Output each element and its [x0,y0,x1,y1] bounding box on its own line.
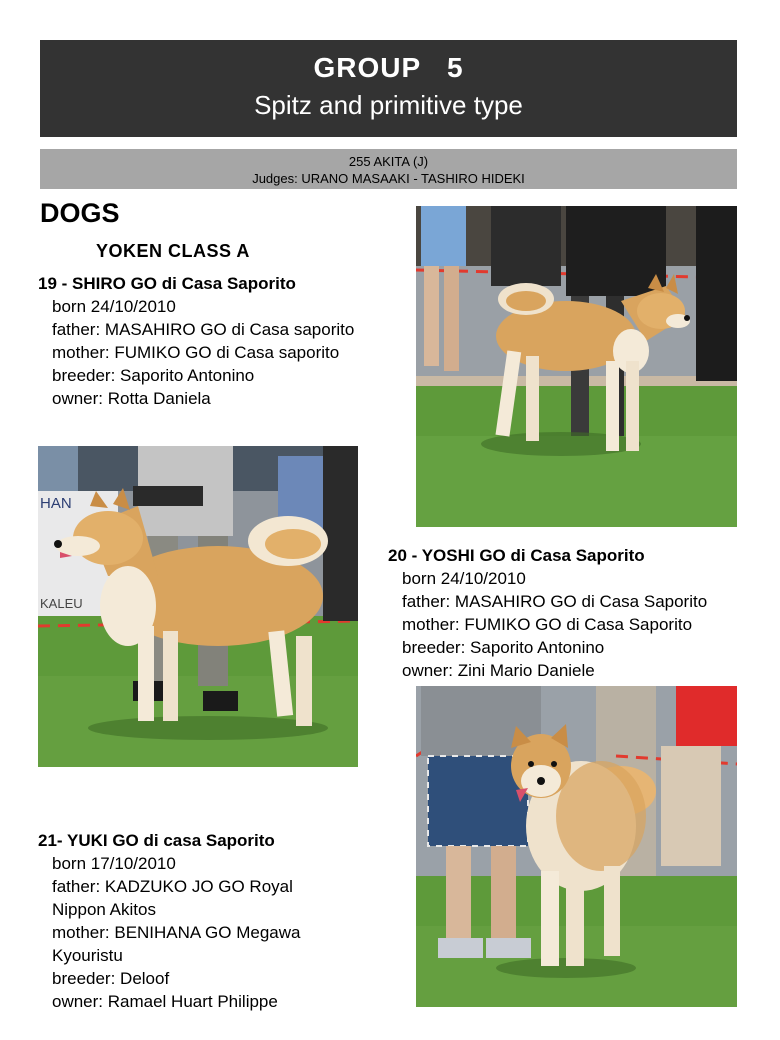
dog-owner: owner: Rotta Daniela [52,389,211,408]
dog-mother: mother: FUMIKO GO di Casa Saporito [402,615,693,634]
dog-photo-21 [416,686,737,1007]
dog-mother: mother: BENIHANA GO Megawa [52,923,301,942]
dog-father: father: MASAHIRO GO di Casa Saporito [402,592,708,611]
dog-mother-cont: Kyouristu [52,946,123,965]
dog-breeder: breeder: Saporito Antonino [52,366,255,385]
dog-name: 19 - SHIRO GO di Casa Saporito [38,274,296,293]
breed-bar [40,149,737,189]
dog-name: 20 - YOSHI GO di Casa Saporito [388,546,645,565]
dog-father: father: MASAHIRO GO di Casa saporito [52,320,355,339]
dog-born: born 24/10/2010 [52,297,176,316]
breed-name: 255 AKITA (J) [348,154,429,169]
entry-20 [388,544,707,682]
dog-mother: mother: FUMIKO GO di Casa saporito [52,343,340,362]
dog-name: 21- YUKI GO di casa Saporito [38,831,275,850]
dog-father-cont: Nippon Akitos [52,900,156,919]
dog-photo-19 [416,206,737,527]
banner-text-bottom: KALEU [40,596,83,611]
judges: Judges: URANO MASAAKI - TASHIRO HIDEKI [252,171,525,186]
group-title: GROUP 5 [313,52,464,83]
dog-owner: owner: Ramael Huart Philippe [52,992,278,1011]
dog-born: born 24/10/2010 [402,569,526,588]
group-subtitle: Spitz and primitive type [254,90,523,120]
dog-photo-20 [38,446,358,767]
dog-breeder: breeder: Saporito Antonino [402,638,605,657]
section-title: DOGS [40,198,120,228]
dog-owner: owner: Zini Mario Daniele [402,661,595,680]
entry-21 [38,829,300,1013]
class-title: YOKEN CLASS A [96,241,250,261]
dog-father: father: KADZUKO JO GO Royal [52,877,293,896]
dog-born: born 17/10/2010 [52,854,176,873]
entry-19 [38,272,354,410]
group-header [40,40,737,137]
banner-text-top: HAN [40,495,72,512]
dog-breeder: breeder: Deloof [52,969,170,988]
